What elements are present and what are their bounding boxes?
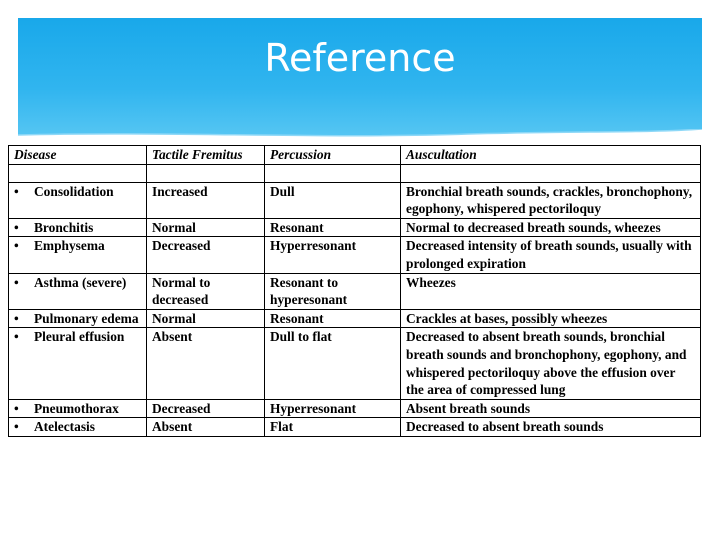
fremitus-cell: Normal bbox=[147, 218, 265, 237]
header-auscultation: Auscultation bbox=[401, 146, 701, 165]
fremitus-cell: Normal bbox=[147, 309, 265, 328]
auscultation-cell: Crackles at bases, possibly wheezes bbox=[401, 309, 701, 328]
bullet-icon: • bbox=[14, 183, 19, 199]
disease-cell bbox=[9, 182, 147, 218]
disease-name: Bronchitis bbox=[34, 219, 94, 235]
disease-cell bbox=[9, 273, 147, 309]
bullet-icon: • bbox=[14, 400, 19, 416]
disease-cell bbox=[9, 418, 147, 437]
percussion-cell: Hyperresonant bbox=[265, 399, 401, 418]
fremitus-cell: Absent bbox=[147, 328, 265, 399]
table-row bbox=[9, 273, 701, 309]
disease-name: Pleural effusion bbox=[34, 329, 125, 345]
table-row bbox=[9, 237, 701, 273]
fremitus-cell: Decreased bbox=[147, 237, 265, 273]
header-tactile-fremitus: Tactile Fremitus bbox=[147, 146, 265, 165]
percussion-cell: Dull bbox=[265, 182, 401, 218]
auscultation-cell: Decreased intensity of breath sounds, usually with prolonged expiration bbox=[401, 237, 701, 273]
bullet-icon: • bbox=[14, 419, 19, 435]
disease-name: Pneumothorax bbox=[34, 400, 119, 416]
disease-name: Emphysema bbox=[34, 238, 105, 254]
header-percussion: Percussion bbox=[265, 146, 401, 165]
disease-cell bbox=[9, 328, 147, 399]
auscultation-cell: Decreased to absent breath sounds bbox=[401, 418, 701, 437]
bullet-icon: • bbox=[14, 274, 19, 290]
percussion-cell: Resonant to hyperesonant bbox=[265, 273, 401, 309]
percussion-cell: Flat bbox=[265, 418, 401, 437]
auscultation-cell: Normal to decreased breath sounds, wheezes bbox=[401, 218, 701, 237]
fremitus-cell: Decreased bbox=[147, 399, 265, 418]
table-row bbox=[9, 182, 701, 218]
bullet-icon: • bbox=[14, 329, 19, 345]
disease-cell bbox=[9, 218, 147, 237]
auscultation-cell: Wheezes bbox=[401, 273, 701, 309]
bullet-icon: • bbox=[14, 238, 19, 254]
disease-name: Asthma (severe) bbox=[34, 274, 127, 290]
slide-title: Reference bbox=[264, 36, 456, 80]
table-row bbox=[9, 218, 701, 237]
table-row bbox=[9, 328, 701, 399]
spacer-row bbox=[9, 164, 701, 182]
disease-cell bbox=[9, 309, 147, 328]
disease-cell bbox=[9, 399, 147, 418]
disease-name: Atelectasis bbox=[34, 419, 95, 435]
fremitus-cell: Normal to decreased bbox=[147, 273, 265, 309]
fremitus-cell: Absent bbox=[147, 418, 265, 437]
bullet-icon: • bbox=[14, 219, 19, 235]
percussion-cell: Dull to flat bbox=[265, 328, 401, 399]
percussion-cell: Resonant bbox=[265, 309, 401, 328]
fremitus-cell: Increased bbox=[147, 182, 265, 218]
disease-name: Pulmonary edema bbox=[34, 310, 139, 326]
table-header-row bbox=[9, 146, 701, 165]
disease-name: Consolidation bbox=[34, 183, 114, 199]
percussion-cell: Resonant bbox=[265, 218, 401, 237]
auscultation-cell: Decreased to absent breath sounds, bronchial breath sounds and bronchophony, egophony, and whispered pectoriloquy above the effusion over the area of compressed lung bbox=[401, 328, 701, 399]
auscultation-cell: Bronchial breath sounds, crackles, bronchophony, egophony, whispered pectoriloquy bbox=[401, 182, 701, 218]
table-row bbox=[9, 399, 701, 418]
table-row bbox=[9, 309, 701, 328]
percussion-cell: Hyperresonant bbox=[265, 237, 401, 273]
disease-cell bbox=[9, 237, 147, 273]
header-disease: Disease bbox=[9, 146, 147, 165]
reference-table bbox=[8, 145, 701, 437]
banner-wave-decoration bbox=[18, 129, 702, 143]
table-row bbox=[9, 418, 701, 437]
bullet-icon: • bbox=[14, 310, 19, 326]
auscultation-cell: Absent breath sounds bbox=[401, 399, 701, 418]
